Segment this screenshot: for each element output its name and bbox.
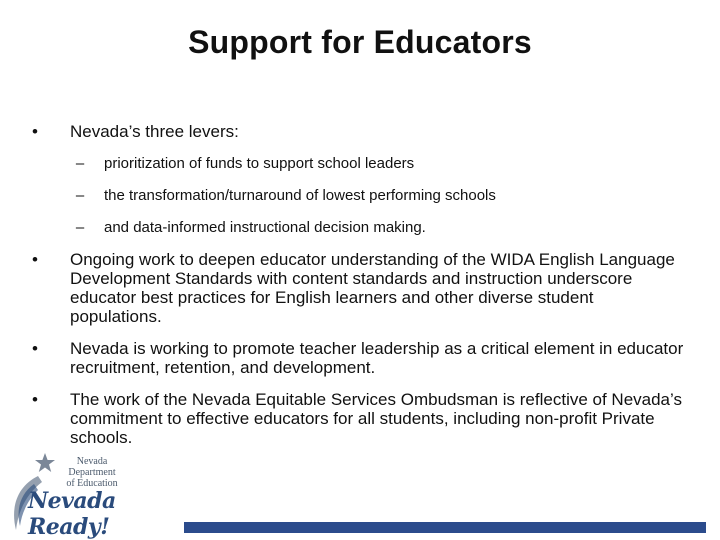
bullet-text: Nevada’s three levers: xyxy=(70,122,239,141)
sub-bullet-text: the transformation/turnaround of lowest performing schools xyxy=(104,187,496,204)
footer-bar xyxy=(184,522,706,533)
bullet-item xyxy=(28,122,688,237)
bullet-marker: • xyxy=(32,122,38,141)
bullet-marker: • xyxy=(32,390,38,409)
sub-bullet-item xyxy=(70,155,688,173)
sub-bullet-text: prioritization of funds to support school leaders xyxy=(104,155,415,172)
bullet-item xyxy=(28,339,688,377)
logo-org-name: Nevada Department of Education xyxy=(66,456,118,489)
nevada-ready-logo xyxy=(8,452,178,540)
slide-title: Support for Educators xyxy=(188,24,532,60)
bullet-text: Nevada is working to promote teacher leadership as a critical element in educator recruitment, retention, and development. xyxy=(70,339,684,377)
sub-bullet-item xyxy=(70,187,688,205)
sub-bullet-text: and data-informed instructional decision making. xyxy=(104,219,426,236)
bullet-text: The work of the Nevada Equitable Services Ombudsman is reflective of Nevada’s commitment to effective educators for all students, including non-profit Private schools. xyxy=(70,390,682,447)
logo-wordmark: Nevada Ready! xyxy=(28,488,116,540)
sub-bullet-item xyxy=(70,219,688,237)
sub-bullet-marker: – xyxy=(75,155,85,172)
bullet-item xyxy=(28,250,688,326)
bullet-text: Ongoing work to deepen educator understanding of the WIDA English Language Development Standards with content standards and instruction underscore educator best practices for English learners and other diverse student populations. xyxy=(70,250,675,326)
bullet-item xyxy=(28,390,688,447)
bullet-list xyxy=(28,122,688,460)
sub-bullet-marker: – xyxy=(75,219,85,236)
sub-bullet-marker: – xyxy=(75,187,85,204)
bullet-marker: • xyxy=(32,250,38,269)
bullet-marker: • xyxy=(32,339,38,358)
sub-bullet-list xyxy=(70,155,688,237)
